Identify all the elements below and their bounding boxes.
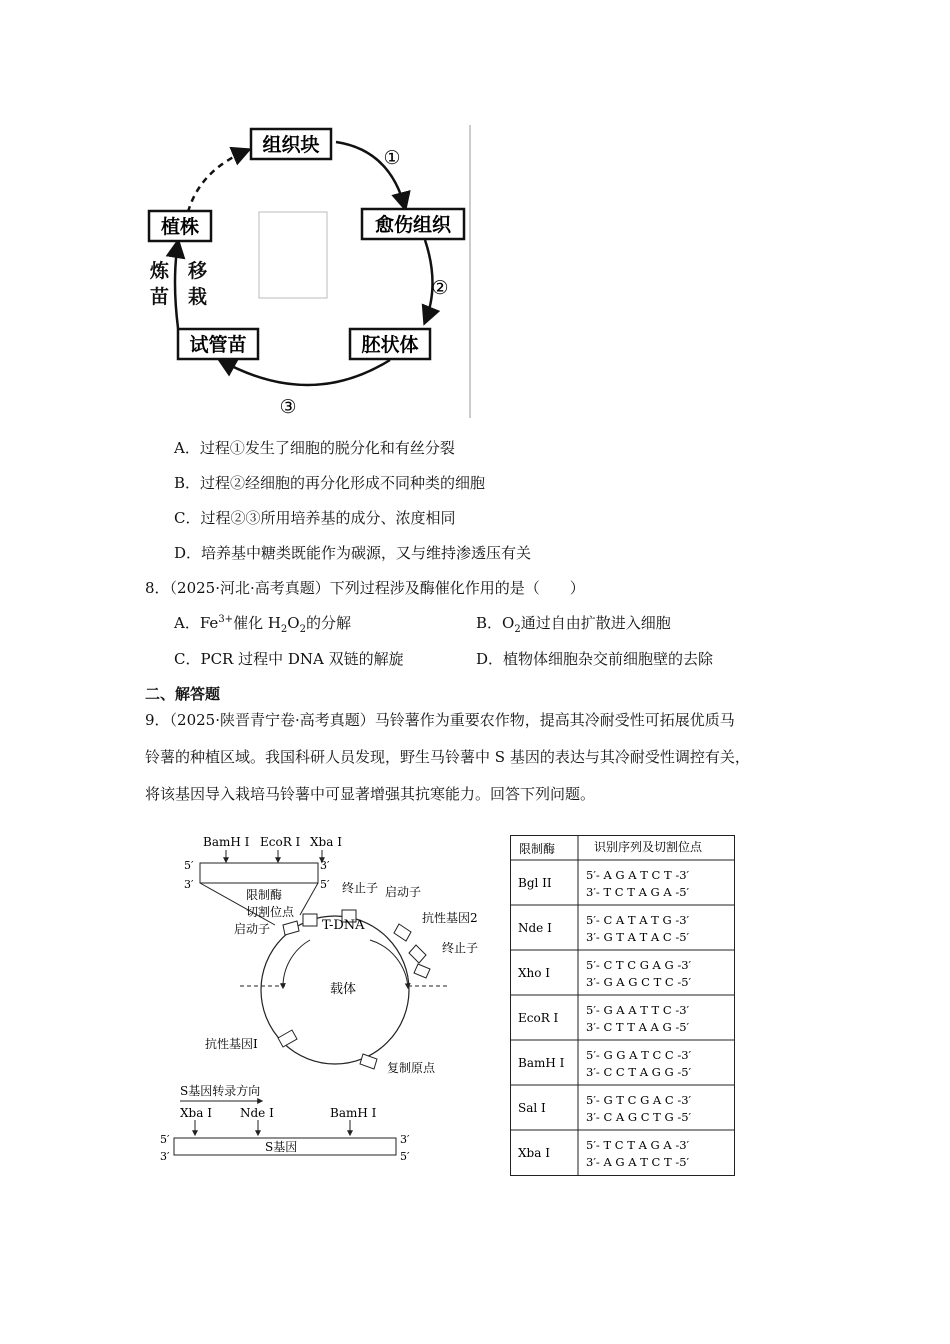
vector-tdna: T-DNA — [322, 918, 365, 933]
enzyme-seq-bottom: 3′- C C T A G G -5′ — [586, 1065, 692, 1079]
enzyme-seq-bottom: 3′- A G A T C T -5′ — [586, 1155, 690, 1169]
enzyme-name: Nde I — [518, 921, 552, 935]
node-callus: 愈伤组织 — [374, 214, 452, 236]
table-header-sequence: 识别序列及切割位点 — [594, 840, 703, 854]
q8-b-text-2: 通过自由扩散进入细胞 — [520, 614, 671, 632]
enzyme-seq-bottom: 3′- T C T A G A -5′ — [586, 885, 690, 899]
enzyme-name: Xba I — [518, 1146, 550, 1160]
vector-ori: 复制原点 — [387, 1061, 436, 1075]
q8-b-text-1: B．O — [476, 614, 515, 632]
s-site-bamhi: BamH I — [330, 1106, 377, 1120]
q8-a-text-2: 催化 H — [233, 614, 281, 632]
s-end-3-right: 3′ — [400, 1133, 410, 1146]
vector-terminator-top: 终止子 — [342, 881, 379, 895]
vector-resistance-1: 抗性基因I — [205, 1037, 258, 1051]
q7-option-c[interactable]: C．过程②③所用培养基的成分、浓度相同 — [174, 509, 456, 527]
enzyme-seq-top: 5′- T C T A G A -3′ — [586, 1138, 690, 1152]
q8-option-c[interactable]: C．PCR 过程中 DNA 双链的解旋 — [174, 650, 404, 668]
mcs-site-bamhi: BamH I — [203, 835, 250, 849]
mcs-end-5-left: 5′ — [184, 859, 194, 872]
mcs-site-ecori: EcoR I — [260, 835, 301, 849]
enzyme-name: Bgl II — [518, 876, 552, 890]
q7-option-a[interactable]: A．过程①发生了细胞的脱分化和有丝分裂 — [174, 439, 455, 457]
enzyme-name: BamH I — [518, 1056, 565, 1070]
s-gene-direction-label: S基因转录方向 — [180, 1084, 261, 1098]
vector-promoter-left: 启动子 — [234, 922, 271, 936]
q8-option-b[interactable] — [476, 612, 671, 635]
node-embryoid: 胚状体 — [361, 334, 419, 356]
node-seedling: 试管苗 — [189, 334, 247, 356]
q8-option-a[interactable] — [174, 612, 351, 635]
section-title: 二、解答题 — [145, 685, 221, 703]
vector-diagram — [150, 828, 500, 1173]
step-label-1: ① — [383, 147, 401, 169]
q8-a-sub-2: 2 — [299, 624, 306, 635]
mcs-end-3-right: 3′ — [320, 859, 330, 872]
enzyme-seq-bottom: 3′- G T A T A C -5′ — [586, 930, 690, 944]
enzyme-seq-top: 5′- G G A T C C -3′ — [586, 1048, 692, 1062]
enzyme-seq-top: 5′- G T C G A C -3′ — [586, 1093, 692, 1107]
q8-a-sup: 3+ — [218, 614, 234, 625]
table-header-enzyme: 限制酶 — [519, 842, 556, 856]
mcs-label-2: 切割位点 — [246, 905, 295, 919]
q9-line-2: 铃薯的种植区域。我国科研人员发现，野生马铃薯中 S 基因的表达与其冷耐受性调控有关， — [145, 748, 750, 766]
q8-stem: 8．（2025·河北·高考真题）下列过程涉及酶催化作用的是（ ） — [145, 579, 585, 597]
mcs-end-3-left: 3′ — [184, 878, 194, 891]
enzyme-seq-top: 5′- A G A T C T -3′ — [586, 868, 690, 882]
s-site-xbai: Xba I — [180, 1106, 212, 1120]
enzyme-seq-bottom: 3′- C A G C T G -5′ — [586, 1110, 692, 1124]
s-gene-label: S基因 — [265, 1140, 298, 1154]
q7-option-b[interactable]: B．过程②经细胞的再分化形成不同种类的细胞 — [174, 474, 486, 492]
mcs-site-xbai: Xba I — [310, 835, 342, 849]
q8-b-sub: 2 — [514, 624, 521, 635]
label-harden: 炼苗 — [150, 260, 170, 308]
mcs-label-1: 限制酶 — [246, 888, 283, 902]
q8-a-text-3: O — [287, 614, 300, 632]
enzyme-name: Sal I — [518, 1101, 546, 1115]
enzyme-seq-top: 5′- C T C G A G -3′ — [586, 958, 692, 972]
mcs-end-5-right: 5′ — [320, 878, 330, 891]
s-end-3-left: 3′ — [160, 1150, 170, 1163]
q8-option-d[interactable]: D．植物体细胞杂交前细胞壁的去除 — [476, 650, 714, 668]
vector-resistance-2: 抗性基因2 — [422, 911, 478, 925]
enzyme-table — [510, 835, 736, 1181]
vector-terminator-right: 终止子 — [442, 941, 479, 955]
enzyme-name: EcoR I — [518, 1011, 559, 1025]
q9-line-3: 将该基因导入栽培马铃薯中可显著增强其抗寒能力。回答下列问题。 — [145, 785, 596, 803]
enzyme-seq-top: 5′- C A T A T G -3′ — [586, 913, 690, 927]
q8-a-text-4: 的分解 — [305, 614, 351, 632]
enzyme-seq-bottom: 3′- G A G C T C -5′ — [586, 975, 692, 989]
vector-promoter-top: 启动子 — [385, 885, 422, 899]
step-label-3: ③ — [279, 396, 297, 418]
q9-line-1: 9．（2025·陕晋青宁卷·高考真题）马铃薯作为重要农作物，提高其冷耐受性可拓展优质马 — [145, 711, 735, 729]
q7-option-d[interactable]: D．培养基中糖类既能作为碳源，又与维持渗透压有关 — [174, 544, 532, 562]
node-plant: 植株 — [160, 216, 200, 238]
enzyme-name: Xho I — [518, 966, 551, 980]
q8-a-text-1: A．Fe — [174, 614, 219, 632]
step-label-2: ② — [431, 277, 449, 299]
vector-center-label: 载体 — [330, 982, 357, 997]
label-transplant: 移栽 — [188, 260, 208, 308]
enzyme-seq-top: 5′- G A A T T C -3′ — [586, 1003, 690, 1017]
enzyme-table-grid — [510, 835, 736, 1177]
s-end-5-left: 5′ — [160, 1133, 170, 1146]
enzyme-seq-bottom: 3′- C T T A A G -5′ — [586, 1020, 690, 1034]
s-end-5-right: 5′ — [400, 1150, 410, 1163]
q8-a-sub-1: 2 — [280, 624, 288, 635]
s-site-ndei: Nde I — [240, 1106, 274, 1120]
node-tissue-block: 组织块 — [262, 134, 320, 156]
